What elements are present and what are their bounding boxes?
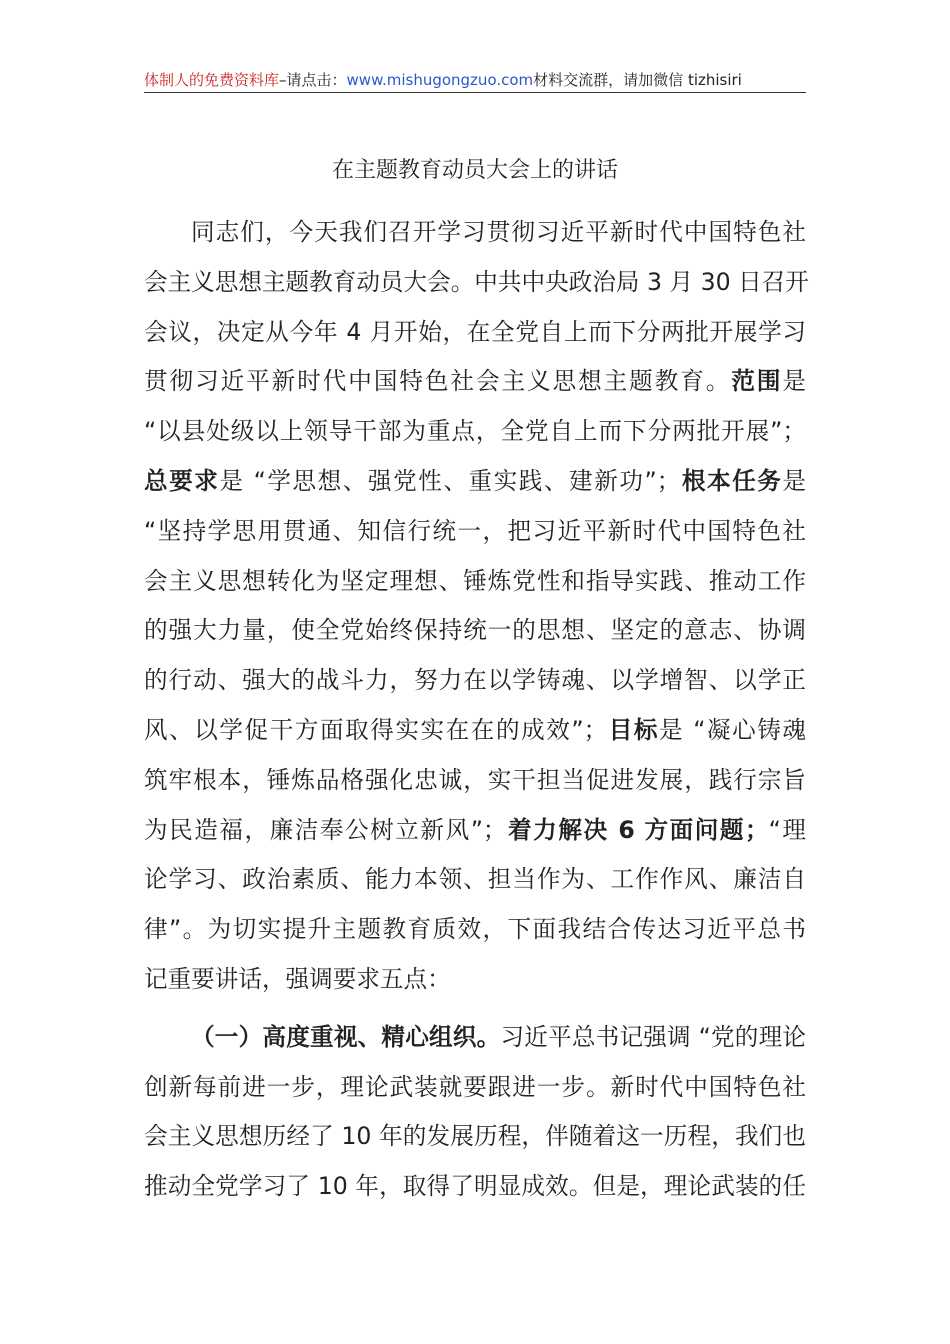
text-line: 记重要讲话，强调要求五点： [144, 964, 451, 993]
header-library-link[interactable]: 体制人的免费资料库 [144, 71, 280, 89]
page-header [144, 70, 806, 93]
text-segment: 习近平总书记强调 “党的理论 [500, 1022, 806, 1051]
document-body [144, 208, 809, 1212]
text-line: 律”。为切实提升主题教育质效，下面我结合传达习近平总书 [144, 915, 806, 944]
text-line: 会主义思想主题教育动员大会。中共中央政治局 3 月 30 日召开 [144, 267, 809, 296]
text-segment: 为民造福，廉洁奉公树立新风”； [144, 815, 507, 844]
bold-term: 根本任务 [680, 466, 783, 495]
text-line [144, 457, 806, 507]
text-line: 的强大力量，使全党始终保持统一的思想、坚定的意志、协调 [144, 616, 806, 645]
text-line: 会主义思想历经了 10 年的发展历程，伴随着这一历程，我们也 [144, 1122, 806, 1151]
text-line [144, 806, 806, 856]
bold-term: 总要求 [144, 466, 220, 495]
text-line [144, 706, 806, 756]
text-segment: 是 [782, 466, 806, 495]
header-prompt: –请点击： [279, 71, 347, 89]
text-segment: 贯彻习近平新时代中国特色社会主义思想主题教育。 [144, 367, 732, 396]
text-segment: 是 [782, 367, 807, 396]
text-segment: 风、以学促干方面取得实实在在的成效”； [144, 715, 608, 744]
text-segment: “理 [768, 815, 806, 844]
text-line: 同志们，今天我们召开学习贯彻习近平新时代中国特色社 [191, 218, 806, 246]
text-line: 会议，决定从今年 4 月开始，在全党自上而下分两批开展学习 [144, 317, 806, 346]
paragraph-section-1 [144, 1013, 806, 1212]
text-segment: 是 “学思想、强党性、重实践、建新功”； [219, 466, 681, 495]
text-line: 的行动、强大的战斗力，努力在以学铸魂、以学增智、以学正 [144, 666, 806, 695]
text-line: 筑牢根本，锤炼品格强化忠诚，实干担当促进发展，践行宗旨 [144, 765, 806, 794]
section-heading: （一）高度重视、精心组织。 [191, 1022, 501, 1051]
bold-term: 范围 [731, 367, 783, 396]
header-contact: 材料交流群，请加微信 tizhisiri [533, 71, 742, 89]
text-line [144, 357, 806, 407]
header-url-link[interactable]: www.mishugongzuo.com [346, 71, 534, 89]
text-line: 创新每前进一步，理论武装就要跟进一步。新时代中国特色社 [144, 1072, 806, 1101]
text-segment: 是 “凝心铸魂 [659, 715, 806, 744]
paragraph-intro [144, 208, 809, 1005]
bold-term: 着力解决 6 方面问题； [506, 815, 769, 844]
text-line [144, 1013, 806, 1063]
text-line: 推动全党学习了 10 年，取得了明显成效。但是，理论武装的任 [144, 1172, 806, 1201]
text-line: 论学习、政治素质、能力本领、担当作为、工作作风、廉洁自 [144, 865, 806, 894]
document-title: 在主题教育动员大会上的讲话 [331, 158, 618, 183]
text-line: “以县处级以上领导干部为重点，全党自上而下分两批开展”； [144, 417, 806, 446]
text-line: “坚持学思用贯通、知信行统一，把习近平新时代中国特色社 [144, 516, 806, 545]
text-line: 会主义思想转化为坚定理想、锤炼党性和指导实践、推动工作 [144, 566, 806, 595]
bold-term: 目标 [607, 715, 660, 744]
